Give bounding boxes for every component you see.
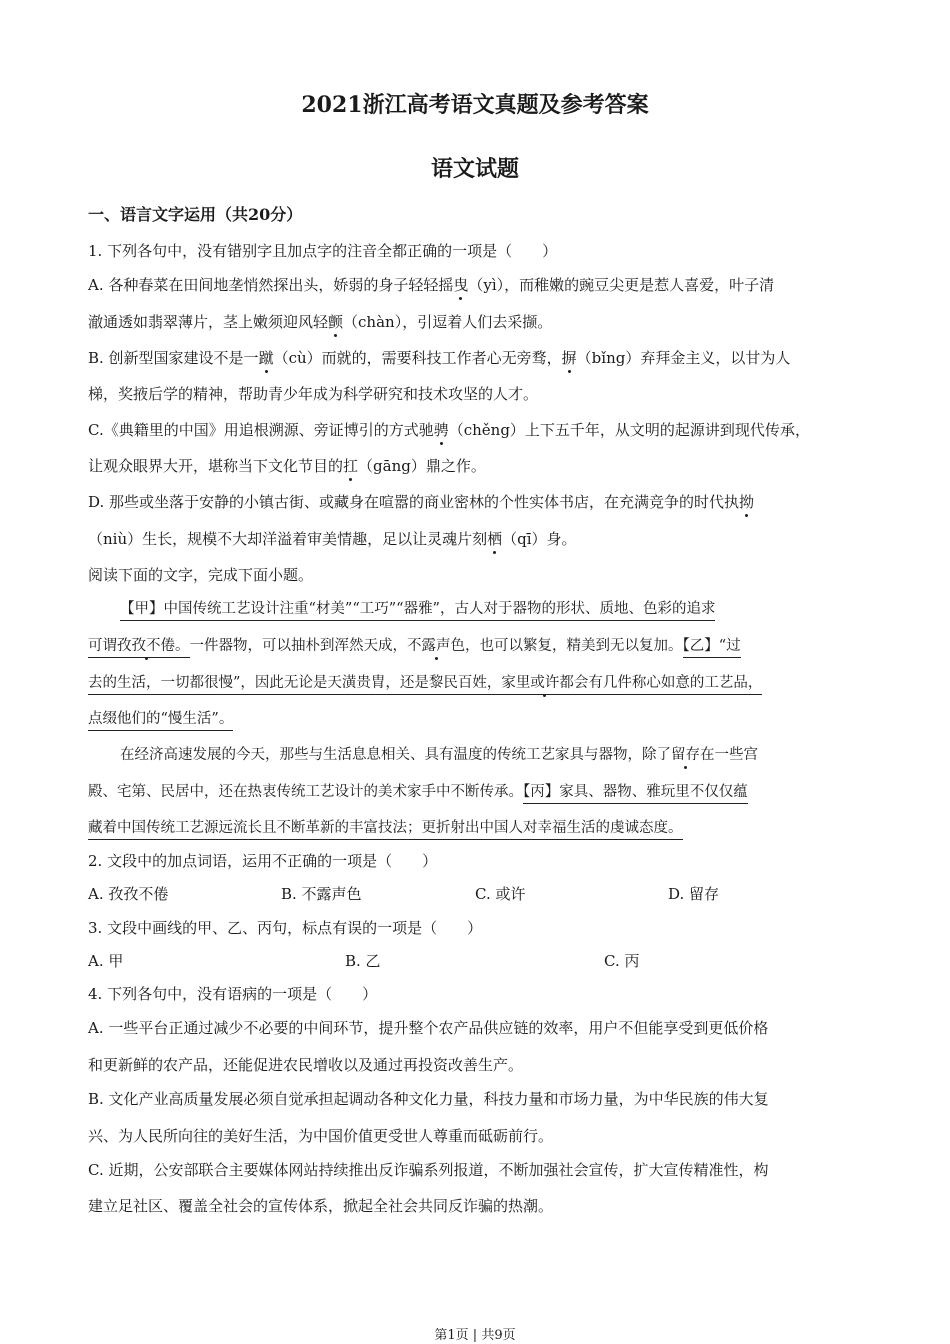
q3-option-a: A. 甲 — [88, 952, 124, 970]
underlined-sentence-jia-end: 可谓孜孜不倦。 — [88, 638, 190, 658]
text: （bǐng）弃拜金主义，以甘为人 — [576, 349, 791, 367]
passage-p2-line-3 — [88, 818, 683, 838]
q1-option-d-line-2 — [88, 529, 577, 549]
question-3-stem: 3. 文段中画线的甲、乙、丙句，标点有误的一项是（ ） — [88, 919, 483, 937]
q4-option-a-line-1: A. 一些平台正通过减少不必要的中间环节，提升整个农产品供应链的效率，用户不但能享受到更低价格 — [88, 1019, 769, 1037]
text: C.《典籍里的中国》用追根溯源、旁证博引的方式驰 — [88, 421, 434, 439]
text: （gāng）鼎之作。 — [358, 457, 486, 475]
question-2-stem: 2. 文段中的加点词语，运用不正确的一项是（ ） — [88, 852, 438, 870]
underlined-sentence-yi: 【乙】“过 — [683, 638, 741, 658]
text: B. 创新型国家建设不是一 — [88, 349, 259, 367]
underlined-sentence-jia: 【甲】中国传统工艺设计注重“材美”“工巧”“器雅”，古人对于器物的形状、质地、色彩的追求 — [120, 601, 715, 621]
q4-option-b-line-2: 兴、为人民所向往的美好生活，为中国价值更受世人尊重而砥砺前行。 — [88, 1127, 554, 1145]
dotted-word: 不露声色 — [407, 638, 465, 654]
underlined-sentence-yi-end: 点缀他们的“慢生活”。 — [88, 711, 233, 731]
page-number: 第1页 | 共9页 — [434, 1328, 516, 1343]
passage-p1-line-1 — [120, 599, 715, 619]
dotted-word: 孜孜不倦 — [117, 638, 175, 654]
reading-intro: 阅读下面的文字，完成下面小题。 — [88, 566, 314, 584]
dotted-word: 留存 — [671, 747, 700, 763]
q4-option-c-line-1: C. 近期，公安部联合主要媒体网站持续推出反诈骗系列报道，不断加强社会宣传，扩大宣传精准性，构 — [88, 1161, 769, 1179]
section-heading: 一、语言文字运用（共20分） — [88, 205, 303, 224]
text: A. 各种春菜在田间地垄悄然探出头，娇弱的身子轻轻摇 — [88, 276, 454, 294]
q3-option-c: C. 丙 — [604, 952, 640, 970]
text: 殿、宅第、民居中，还在热衷传统工艺设计的美术家手中不断传承。 — [88, 784, 523, 800]
page-title: 2021浙江高考语文真题及参考答案 — [301, 92, 649, 118]
dotted-char: 扛 — [343, 457, 359, 475]
q1-option-b-line-1 — [88, 348, 790, 368]
text: （cù）而就的，需要科技工作者心无旁骛， — [273, 349, 562, 367]
q4-option-c-line-2: 建立足社区、覆盖全社会的宣传体系，掀起全社会共同反诈骗的热潮。 — [88, 1197, 554, 1215]
text: （qī）身。 — [502, 530, 577, 548]
dotted-char: 颤 — [328, 313, 344, 331]
q1-option-c-line-1 — [88, 420, 810, 440]
dotted-char: 拗 — [739, 493, 755, 511]
dotted-char: 骋 — [433, 421, 449, 439]
underlined-sentence-bing: 【丙】家具、器物、雅玩里不仅仅蕴 — [523, 784, 748, 804]
q3-option-b: B. 乙 — [345, 952, 381, 970]
text: 都会有几件称心如意的工艺品， — [559, 675, 763, 691]
text: D. 那些或坐落于安静的小镇古街、或藏身在喧嚣的商业密林的个性实体书店，在充满竞争的时代执 — [88, 493, 740, 511]
passage-p2-line-1 — [120, 745, 758, 765]
passage-p2-line-2 — [88, 782, 748, 802]
passage-p1-line-2 — [88, 636, 741, 656]
q1-option-c-line-2 — [88, 456, 486, 476]
question-1-stem: 1. 下列各句中，没有错别字且加点字的注音全都正确的一项是（ ） — [88, 242, 558, 260]
dotted-char: 蹴 — [258, 349, 274, 367]
passage-p1-line-4 — [88, 709, 233, 729]
dotted-char: 曳 — [453, 276, 469, 294]
underlined-sentence-yi-cont — [88, 675, 762, 695]
passage-p1-line-3 — [88, 673, 762, 693]
dotted-word: 或许 — [530, 675, 560, 691]
text: 在经济高速发展的今天，那些与生活息息相关、具有温度的传统工艺家具与器物，除了 — [120, 747, 671, 763]
underlined-sentence-bing-end: 藏着中国传统工艺源远流长且不断革新的丰富技法；更折射出中国人对幸福生活的虔诚态度。 — [88, 820, 683, 840]
q1-option-b-line-2: 梯，奖掖后学的精神，帮助青少年成为科学研究和技术攻坚的人才。 — [88, 385, 539, 403]
text: 去的生活，一切都很慢”，因此无论是天潢贵胄，还是黎民百姓，家里 — [88, 675, 531, 691]
text: 让观众眼界大开，堪称当下文化节目的 — [88, 457, 344, 475]
text: 一件器物，可以抽朴到浑然天成， — [189, 638, 407, 654]
text: 在一些宫 — [700, 747, 758, 763]
dotted-char: 栖 — [487, 530, 503, 548]
q1-option-d-line-1 — [88, 492, 754, 512]
q1-option-a-line-2 — [88, 312, 552, 332]
text: （niù）生长，规模不大却洋溢着审美情趣，足以让灵魂片刻 — [88, 530, 488, 548]
q2-option-d: D. 留存 — [668, 885, 720, 903]
text: （yì），而稚嫩的豌豆尖更是惹人喜爱，叶子清 — [468, 276, 775, 294]
q2-option-a: A. 孜孜不倦 — [88, 885, 169, 903]
text: ，也可以繁复，精美到无以复加。 — [465, 638, 683, 654]
q1-option-a-line-1 — [88, 275, 774, 295]
q4-option-b-line-1: B. 文化产业高质量发展必须自觉承担起调动各种文化力量，科技力量和市场力量，为中华民族的伟大复 — [88, 1090, 769, 1108]
q2-option-b: B. 不露声色 — [281, 885, 362, 903]
q2-option-c: C. 或许 — [475, 885, 526, 903]
text: （chěng）上下五千年，从文明的起源讲到现代传承， — [448, 421, 810, 439]
q4-option-a-line-2: 和更新鲜的农产品，还能促进农民增收以及通过再投资改善生产。 — [88, 1056, 524, 1074]
text: （chàn），引逗着人们去采撷。 — [343, 313, 553, 331]
question-4-stem: 4. 下列各句中，没有语病的一项是（ ） — [88, 985, 378, 1003]
page-subtitle: 语文试题 — [430, 156, 519, 182]
dotted-char: 摒 — [561, 349, 577, 367]
text: 澈通透如翡翠薄片，茎上嫩须迎风轻 — [88, 313, 329, 331]
